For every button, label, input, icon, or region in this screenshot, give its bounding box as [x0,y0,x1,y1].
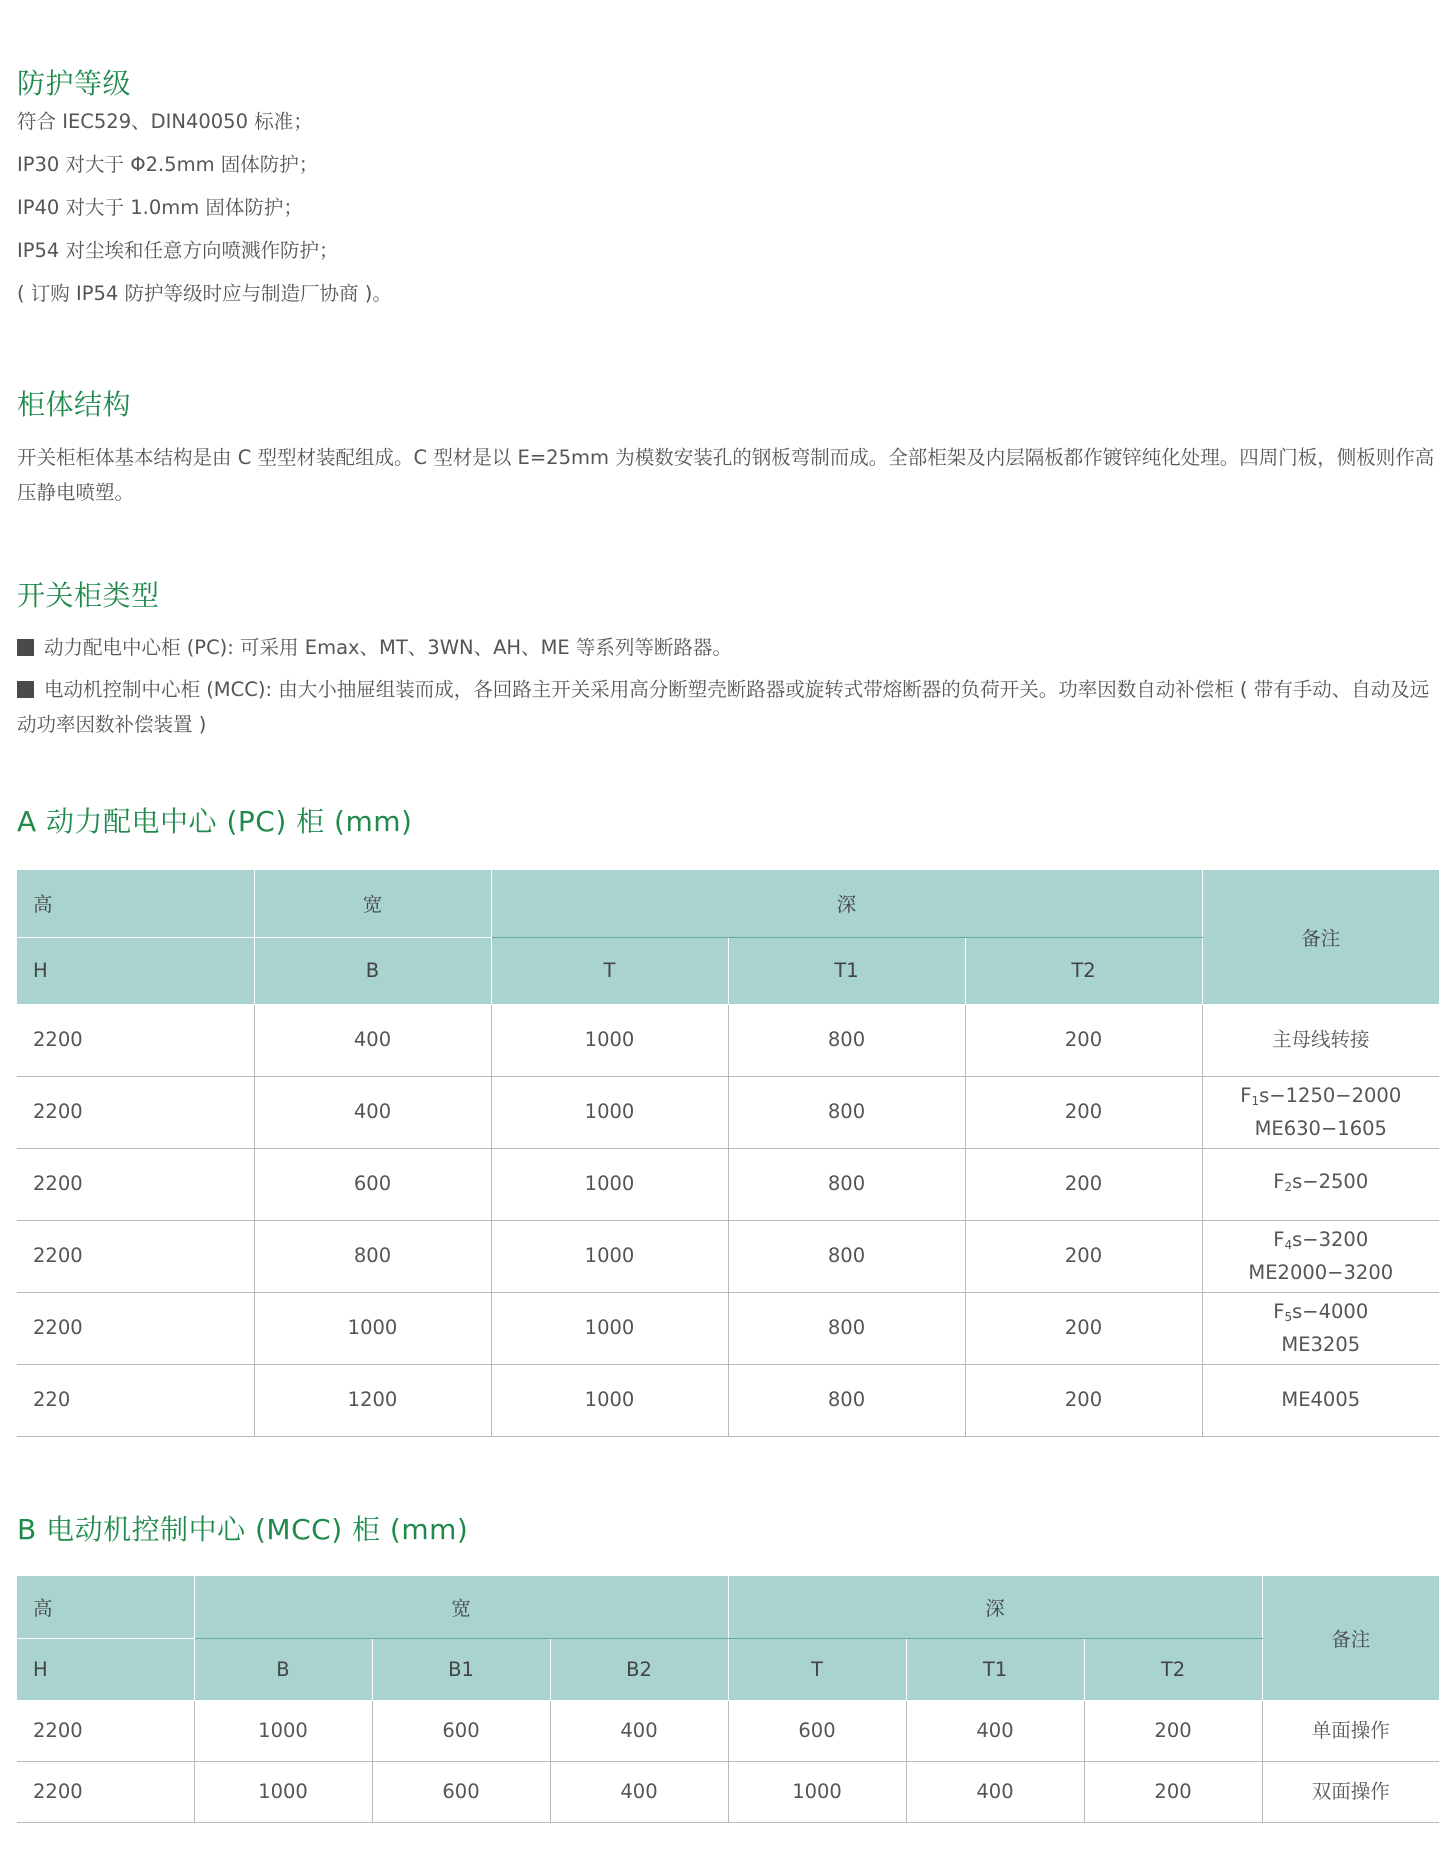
subheader-B1: B1 [372,1638,550,1700]
note-cell [1202,1364,1439,1436]
table-b-body [17,1700,1439,1822]
table-cell: 600 [372,1700,550,1761]
table-cell: 400 [906,1761,1084,1822]
note-subscript: 5 [1284,1309,1293,1324]
table-cell: 400 [254,1076,491,1148]
subheader-H: H [17,1638,194,1700]
table-b-title: B 电动机控制中心 (MCC) 柜 (mm) [17,1513,469,1546]
subheader-B2: B2 [550,1638,728,1700]
table-cell: 800 [728,1004,965,1076]
table-cell: 2200 [17,1076,254,1148]
table-row [17,1076,1439,1148]
protection-line: 符合 IEC529、DIN40050 标准； [17,110,313,133]
note-line: ME3205 [1281,1332,1361,1356]
list-item-text: 电动机控制中心柜 (MCC): 由大小抽屉组装而成，各回路主开关采用高分断塑壳断路器或旋转式带熔断器的负荷开关。功率因数自动补偿柜 ( 带有手动、自动及远动功率因数补偿装置 ) [17,678,1430,736]
table-cell: 1000 [194,1761,372,1822]
table-cell: 2200 [17,1148,254,1220]
table-row [17,1220,1439,1292]
table-cell: 1000 [254,1292,491,1364]
table-row [17,1761,1439,1822]
note-cell [1202,1076,1439,1148]
note-cell [1202,1148,1439,1220]
square-bullet-icon [17,639,34,656]
subheader-T1: T1 [906,1638,1084,1700]
header-height: 高 [17,870,254,937]
protection-line: ( 订购 IP54 防护等级时应与制造厂协商 )。 [17,282,392,305]
table-cell: 800 [728,1364,965,1436]
table-a-title: A 动力配电中心 (PC) 柜 (mm) [17,805,413,838]
note-line: ME4005 [1281,1388,1361,1411]
list-item [17,630,1437,665]
header-width: 宽 [254,870,491,937]
header-depth: 深 [728,1576,1262,1638]
note-line: $F_5s-4000$ [1273,1299,1369,1324]
table-cell: 1200 [254,1364,491,1436]
header-depth: 深 [491,870,1202,937]
table-cell: 2200 [17,1761,194,1822]
table-cell: 220 [17,1364,254,1436]
protection-line: IP30 对大于 Φ2.5mm 固体防护； [17,153,319,176]
table-cell: 2200 [17,1700,194,1761]
list-item-text: 动力配电中心柜 (PC): 可采用 Emax、MT、3WN、AH、ME 等系列等断路器。 [44,636,732,659]
note-cell [1202,1004,1439,1076]
list-item [17,672,1437,742]
table-cell: 800 [728,1292,965,1364]
protection-line: IP54 对尘埃和任意方向喷溅作防护； [17,239,339,262]
table-cell: 200 [965,1148,1202,1220]
table-cell: 2200 [17,1004,254,1076]
note-subscript: 2 [1284,1179,1293,1194]
subheader-T1: T1 [728,937,965,1004]
table-cell: 400 [906,1700,1084,1761]
table-cell: 800 [728,1148,965,1220]
table-row [17,1292,1439,1364]
header-note: 备注 [1262,1576,1439,1700]
header-width: 宽 [194,1576,728,1638]
table-cell: 200 [965,1220,1202,1292]
protection-line: IP40 对大于 1.0mm 固体防护； [17,196,303,219]
note-cell: 双面操作 [1262,1761,1439,1822]
note-cell: 单面操作 [1262,1700,1439,1761]
table-cell: 2200 [17,1220,254,1292]
subheader-B: B [254,937,491,1004]
table-cell: 600 [372,1761,550,1822]
note-subscript: 4 [1284,1237,1293,1252]
table-cell: 1000 [491,1292,728,1364]
subheader-T: T [728,1638,906,1700]
note-line: $F_1s-1250-2000$ [1240,1083,1402,1108]
table-cell: 200 [965,1364,1202,1436]
note-subscript: 1 [1251,1093,1260,1108]
table-cell: 1000 [491,1076,728,1148]
table-a-body [17,1004,1439,1436]
table-cell: 2200 [17,1292,254,1364]
protection-lines [17,100,392,315]
table-cell: 200 [1084,1700,1262,1761]
table-cell: 1000 [491,1364,728,1436]
subheader-B: B [194,1638,372,1700]
subheader-T2: T2 [1084,1638,1262,1700]
table-cell: 200 [1084,1761,1262,1822]
section-title-types: 开关柜类型 [17,579,160,612]
note-line: $F_2s-2500$ [1273,1169,1369,1194]
note-line: 主母线转接 [1272,1028,1370,1051]
note-cell [1202,1292,1439,1364]
table-cell: 1000 [491,1148,728,1220]
header-height: 高 [17,1576,194,1638]
structure-text: 开关柜柜体基本结构是由 C 型型材装配组成。C 型材是以 E=25mm 为模数安装孔的钢板弯制而成。全部柜架及内层隔板都作镀锌纯化处理。四周门板，侧板则作高压静电喷塑。 [17,446,1435,504]
table-cell: 200 [965,1076,1202,1148]
table-cell: 1000 [728,1761,906,1822]
note-line: ME630−1605 [1254,1116,1387,1140]
table-cell: 600 [254,1148,491,1220]
note-cell [1202,1220,1439,1292]
table-row [17,1364,1439,1436]
note-line: ME2000−3200 [1248,1260,1394,1284]
table-cell: 600 [728,1700,906,1761]
section-title-structure: 柜体结构 [17,388,132,421]
table-row [17,1004,1439,1076]
table-cell: 800 [254,1220,491,1292]
subheader-T: T [491,937,728,1004]
table-cell: 200 [965,1292,1202,1364]
table-cell: 1000 [491,1004,728,1076]
table-cell: 1000 [491,1220,728,1292]
table-cell: 200 [965,1004,1202,1076]
table-cell: 1000 [194,1700,372,1761]
table-cell: 400 [254,1004,491,1076]
table-row [17,1700,1439,1761]
square-bullet-icon [17,681,34,698]
note-line: $F_4s-3200$ [1273,1227,1369,1252]
table-row [17,1148,1439,1220]
subheader-H: H [17,937,254,1004]
types-list [17,630,1437,742]
table-cell: 400 [550,1700,728,1761]
table-b [17,1576,1439,1823]
header-note: 备注 [1202,870,1439,1004]
table-cell: 400 [550,1761,728,1822]
table-cell: 800 [728,1220,965,1292]
table-cell: 800 [728,1076,965,1148]
table-a [17,870,1439,1437]
section-title-protection: 防护等级 [17,67,132,100]
subheader-T2: T2 [965,937,1202,1004]
